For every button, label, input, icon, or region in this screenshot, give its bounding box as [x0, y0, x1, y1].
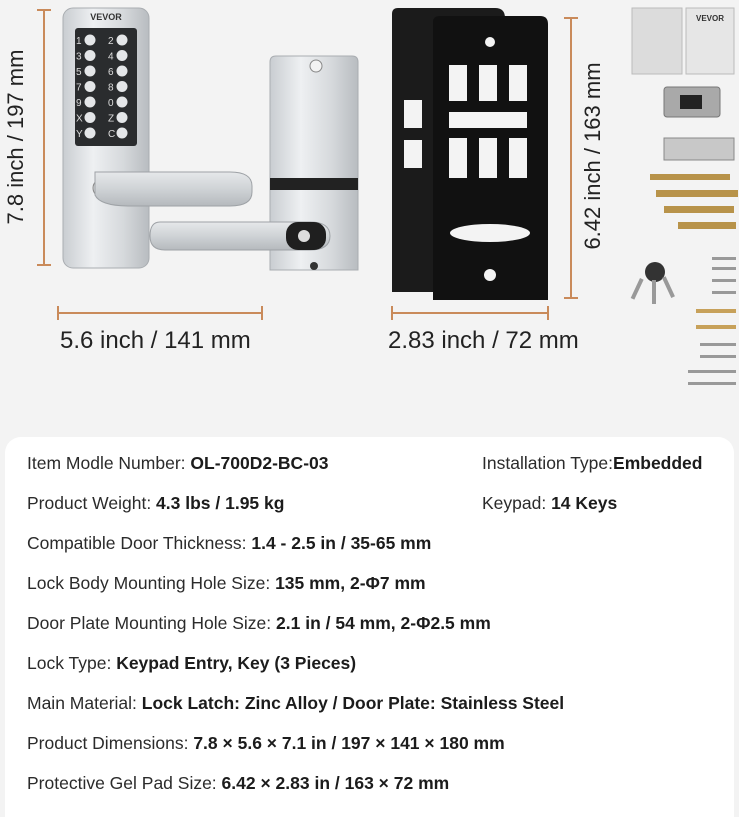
manual-booklet	[632, 8, 682, 74]
keypad-key-button	[85, 50, 96, 61]
front-lever-handle	[95, 172, 252, 206]
keypad-key-label: 6	[108, 67, 114, 78]
lock-height-dimension-line	[37, 10, 51, 265]
spec-dimensions: Product Dimensions: 7.8 × 5.6 × 7.1 in / 197 × 141 × 180 mm	[27, 733, 505, 753]
accessories-kit	[631, 8, 738, 385]
keypad-brand-text: VEVOR	[90, 12, 122, 22]
keypad-key-label: 9	[76, 98, 82, 109]
keypad-key-label: 3	[76, 51, 82, 63]
lock-width-label: 5.6 inch / 141 mm	[60, 327, 251, 354]
keypad-key-button	[117, 128, 128, 139]
screws	[688, 257, 736, 385]
keypad-key-label: X	[76, 113, 83, 125]
spec-door-thickness: Compatible Door Thickness: 1.4 - 2.5 in / 35-65 mm	[27, 533, 432, 553]
keys-set	[631, 262, 675, 304]
spec-material: Main Material: Lock Latch: Zinc Alloy / Door Plate: Stainless Steel	[27, 693, 565, 713]
spindle-bars	[650, 174, 738, 229]
latch-bracket	[664, 138, 734, 160]
spec-keypad: Keypad: 14 Keys	[482, 493, 618, 513]
keypad-key-button	[117, 35, 128, 46]
keypad-key-button	[85, 97, 96, 108]
lock-width-dimension-line	[58, 306, 262, 320]
keypad-key-label: Z	[108, 113, 115, 125]
keypad-key-button	[117, 81, 128, 92]
spec-plate-hole: Door Plate Mounting Hole Size: 2.1 in / 54 mm, 2-Φ2.5 mm	[27, 613, 491, 633]
spec-weight: Product Weight: 4.3 lbs / 1.95 kg	[27, 493, 285, 513]
keypad-key-button	[85, 81, 96, 92]
keypad-key-label: 7	[76, 82, 82, 94]
keypad-key-label: 8	[108, 82, 114, 94]
keypad-key-button	[85, 112, 96, 123]
pad-width-label: 2.83 inch / 72 mm	[388, 327, 579, 354]
keypad-key-label: Y	[76, 129, 83, 140]
keypad-key-label: 0	[108, 98, 114, 109]
keypad-key-button	[117, 97, 128, 108]
keypad-key-label: 1	[76, 36, 82, 47]
spec-lock-type: Lock Type: Keypad Entry, Key (3 Pieces)	[27, 653, 357, 673]
keypad-key-label: 5	[76, 67, 82, 78]
lock-height-label: 7.8 inch / 197 mm	[3, 49, 28, 225]
pad-height-dimension-line	[564, 18, 578, 298]
spec-body-hole: Lock Body Mounting Hole Size: 135 mm, 2-Φ7 mm	[27, 573, 426, 593]
pad-width-dimension-line	[392, 306, 548, 320]
keypad-lock-body	[63, 8, 149, 268]
keypad-key-button	[85, 128, 96, 139]
protective-gel-pads	[392, 8, 548, 300]
keypad-key-button	[85, 66, 96, 77]
keypad-key-label: C	[108, 129, 116, 140]
keypad-key-button	[85, 35, 96, 46]
keypad-key-label: 2	[108, 36, 114, 47]
pad-height-label: 6.42 inch / 163 mm	[580, 62, 605, 250]
spec-installation-type: Installation Type:Embedded	[482, 453, 703, 473]
keypad-key-button	[117, 66, 128, 77]
spec-gel-pad-size: Protective Gel Pad Size: 6.42 × 2.83 in / 163 × 72 mm	[27, 773, 450, 793]
keypad-key-label: 4	[108, 51, 114, 63]
manual-brand-text: VEVOR	[695, 14, 725, 23]
specifications-panel	[5, 437, 734, 817]
keypad-key-button	[117, 112, 128, 123]
spec-model: Item Modle Number: OL-700D2-BC-03	[27, 453, 329, 473]
keypad-key-button	[117, 50, 128, 61]
